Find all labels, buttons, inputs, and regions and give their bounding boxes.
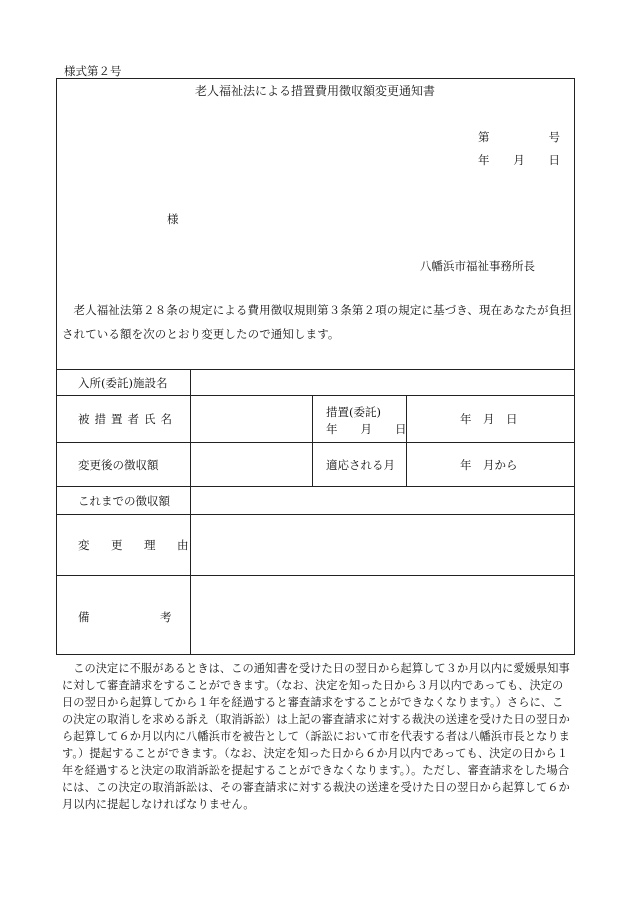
recipient-suffix: 様 xyxy=(167,212,179,226)
person-name-label: 被措置者氏名 xyxy=(78,412,177,426)
document-number xyxy=(478,129,560,145)
number-suffix: 号 xyxy=(548,130,560,144)
document-date xyxy=(478,152,560,168)
applied-month-value: 年 月から xyxy=(460,458,518,472)
number-prefix: 第 xyxy=(478,130,490,144)
info-table xyxy=(56,369,575,655)
previous-amount-label: これまでの徴収額 xyxy=(78,494,170,508)
applied-month-label: 適応される月 xyxy=(326,458,395,472)
document-title: 老人福祉法による措置費用徴収額変更通知書 xyxy=(194,84,435,98)
remarks-label-a: 備 xyxy=(78,610,90,624)
date-month: 月 xyxy=(513,153,525,167)
remarks-label-b: 考 xyxy=(160,610,172,624)
form-number-label: 様式第２号 xyxy=(64,64,122,78)
measure-date-label-2: 年 月 日 xyxy=(326,422,407,436)
date-day: 日 xyxy=(548,153,560,167)
appeal-notice: この決定に不服があるときは、この通知書を受けた日の翌日から起算して３か月以内に愛媛県知事に対して審査請求をすることができます。（なお、決定を知った日から３月以内であっても、決定の日の翌日から起算してから１年を経過すると審査請求をすることができなくなります。）さらに、この決定の取消しを求める訴え（取消訴訟）は上記の審査請求に対する裁決の送達を受けた日の翌日から起算して６か月以内に八幡浜市を被告として（訴訟において市を代表する者は八幡浜市長となります。）提起することができます。（なお、決定を知った日から６か月以内であっても、決定の日から１年を経過すると決定の取消訴訟を提起することができなくなります。）。ただし、審査請求をした場合には、この決定の取消訴訟は、その審査請求に対する裁決の送達を受けた日の翌日から起算して６か月以内に提起しなければなりません。 xyxy=(62,662,570,811)
date-year: 年 xyxy=(478,153,490,167)
measure-date-value: 年 月 日 xyxy=(460,412,518,426)
notice-body: 老人福祉法第２８条の規定による費用徴収規則第３条第２項の規定に基づき、現在あなたが負担されている額を次のとおり変更したので通知します。 xyxy=(62,303,572,341)
reason-label: 変 更 理 由 xyxy=(78,538,194,552)
new-amount-label: 変更後の徴収額 xyxy=(78,458,159,472)
measure-date-label: 措置(委託) xyxy=(326,405,381,419)
issuer-name: 八幡浜市福祉事務所長 xyxy=(420,259,535,273)
facility-label: 入所(委託)施設名 xyxy=(78,376,168,390)
